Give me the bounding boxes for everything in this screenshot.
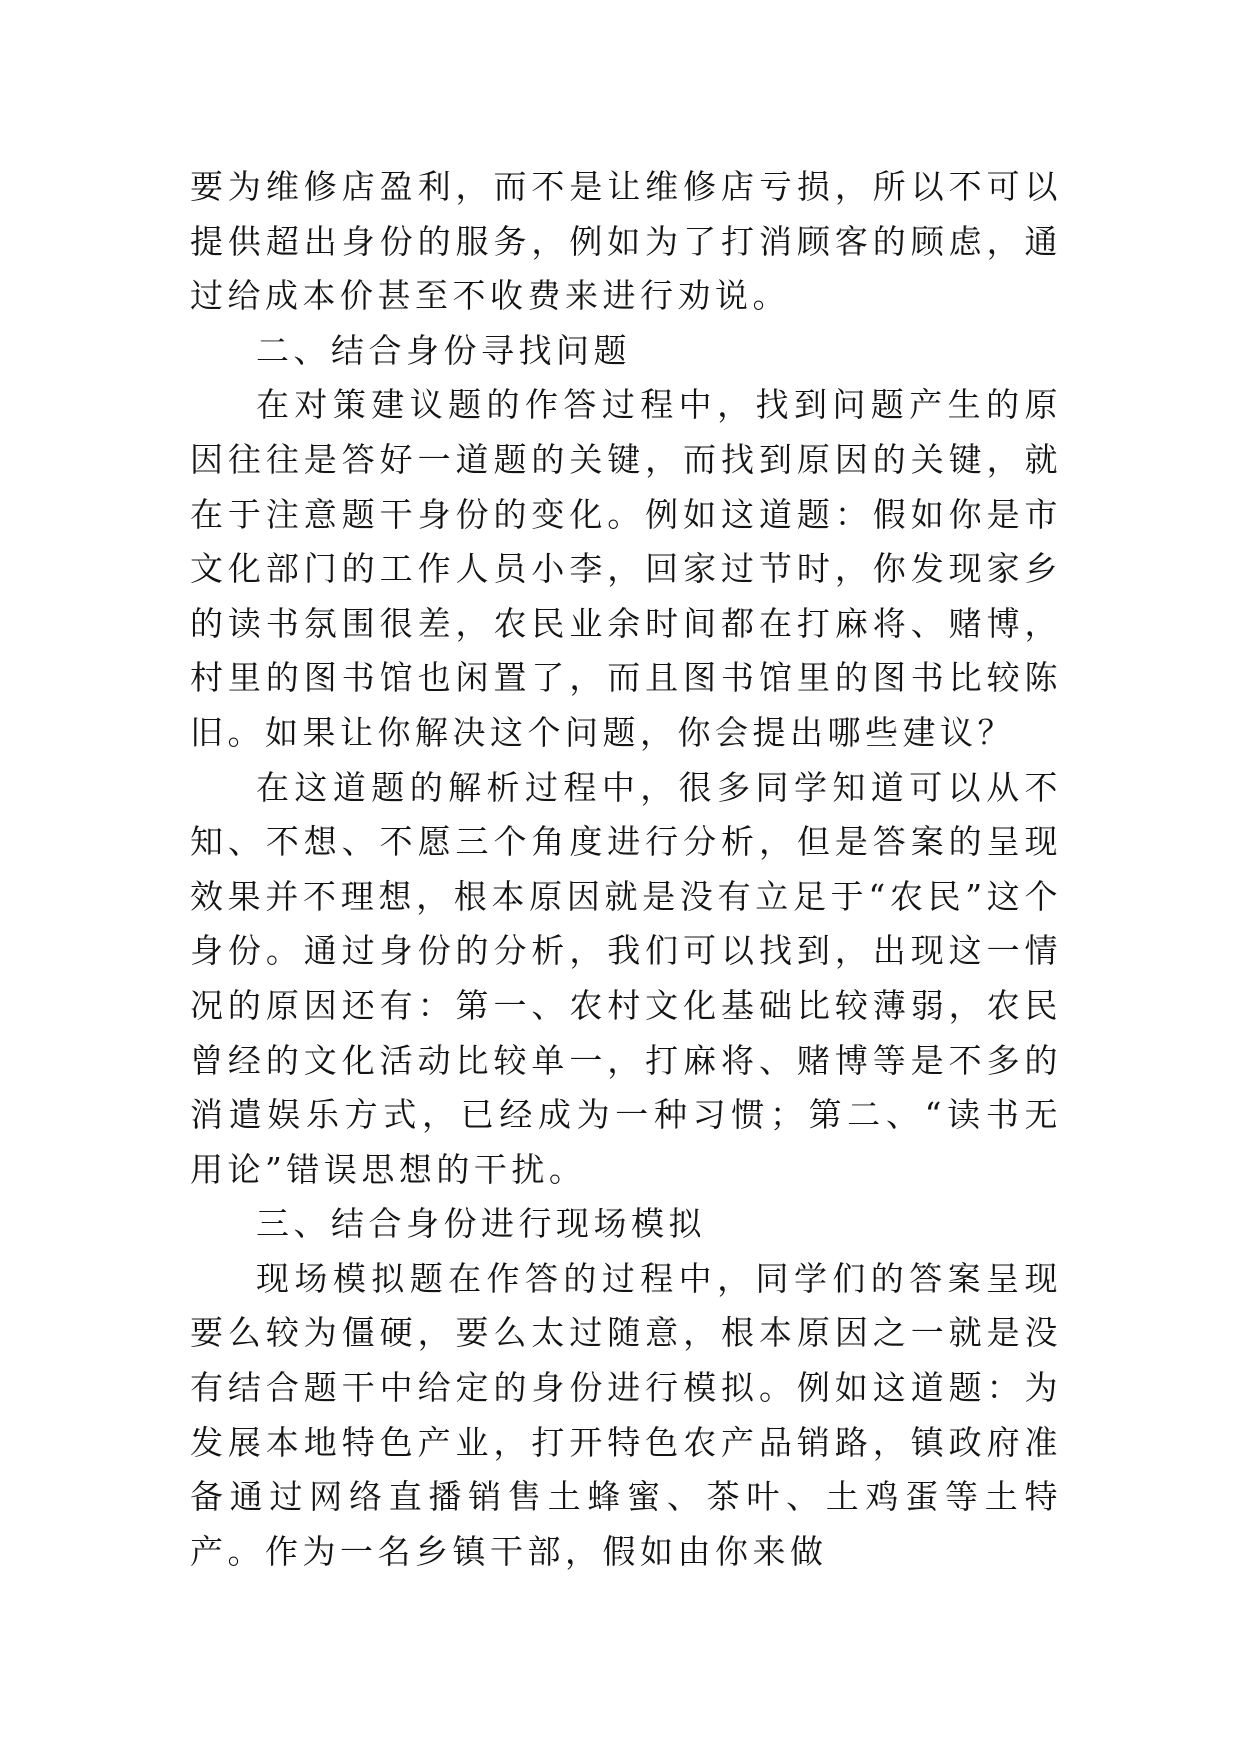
section-heading-three: 三、结合身份进行现场模拟 <box>256 1204 706 1244</box>
document-body <box>190 160 1062 1579</box>
section-heading-two: 二、结合身份寻找问题 <box>256 330 631 370</box>
paragraph-continuation: 要为维修店盈利，而不是让维修店亏损，所以不可以提供超出身份的服务，例如为了打消顾客的顾虑，通过给成本价甚至不收费来进行劝说。 <box>190 167 1062 316</box>
paragraph-section-three: 现场模拟题在作答的过程中，同学们的答案呈现要么较为僵硬，要么太过随意，根本原因之一就是没有结合题干中给定的身份进行模拟。例如这道题：为发展本地特色产业，打开特色农产品销路，镇政府准备通过网络直播销售土蜂蜜、茶叶、土鸡蛋等土特产。作为一名乡镇干部，假如由你来做 <box>190 1258 1062 1571</box>
paragraph-section-two: 在对策建议题的作答过程中，找到问题产生的原因往往是答好一道题的关键，而找到原因的关键，就在于注意题干身份的变化。例如这道题：假如你是市文化部门的工作人员小李，回家过节时，你发现家乡的读书氛围很差，农民业余时间都在打麻将、赌博，村里的图书馆也闲置了，而且图书馆里的图书比较陈旧。如果让你解决这个问题，你会提出哪些建议？ <box>190 385 1062 752</box>
paragraph-analysis: 在这道题的解析过程中，很多同学知道可以从不知、不想、不愿三个角度进行分析，但是答案的呈现效果并不理想，根本原因就是没有立足于“农民”这个身份。通过身份的分析，我们可以找到，出现这一情况的原因还有：第一、农村文化基础比较薄弱，农民曾经的文化活动比较单一，打麻将、赌博等是不多的消遣娱乐方式，已经成为一种习惯；第二、“读书无用论”错误思想的干扰。 <box>190 767 1062 1189</box>
